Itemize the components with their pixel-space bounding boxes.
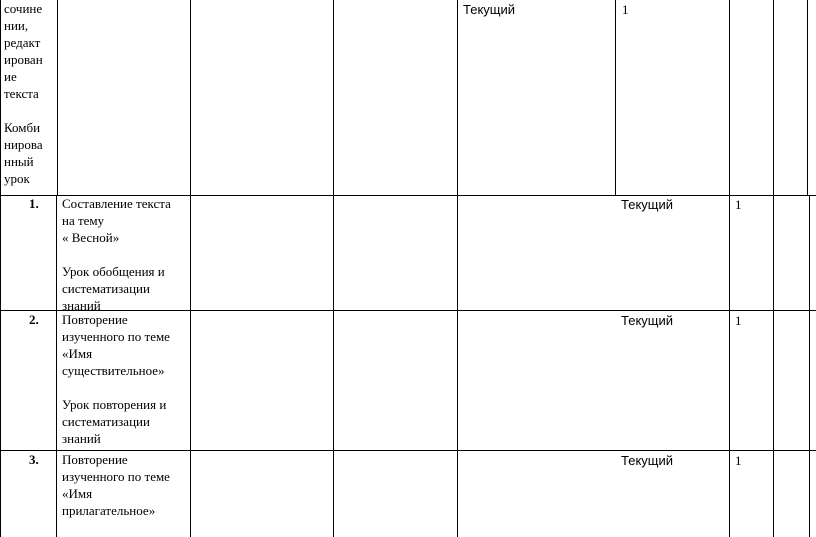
- grid-line: [773, 0, 774, 537]
- top-control-cell: Текущий: [463, 2, 515, 17]
- hours-count: 1: [735, 313, 742, 328]
- control-type: Текущий: [621, 313, 673, 328]
- control-type: Текущий: [621, 197, 673, 212]
- grid-line: [0, 195, 1, 537]
- grid-line: [0, 0, 1, 195]
- lesson-number: 1.: [29, 196, 39, 211]
- lesson-topic: Повторение изученного по теме «Имя прилагательное»: [62, 452, 170, 518]
- grid-line: [807, 0, 808, 195]
- grid-line: [57, 0, 58, 195]
- lesson-number: 2.: [29, 312, 39, 327]
- grid-line: [333, 0, 334, 537]
- grid-line: [190, 0, 191, 195]
- hours-count: 1: [735, 197, 742, 212]
- top-left-cell-text: сочине нии, редакт ирован ие текста Комби нирова нный урок: [4, 1, 43, 186]
- grid-line: [56, 195, 57, 537]
- control-type: Текущий: [621, 453, 673, 468]
- lesson-topic: Повторение изученного по теме «Имя существительное» Урок повторения и систематизации знаний: [62, 312, 170, 446]
- hours-count: 1: [735, 453, 742, 468]
- grid-line: [729, 0, 730, 537]
- grid-line: [190, 195, 191, 537]
- grid-line: [809, 195, 810, 537]
- lesson-number: 3.: [29, 452, 39, 467]
- top-hours-cell: 1: [622, 2, 629, 17]
- grid-line: [615, 0, 616, 195]
- lesson-topic: Составление текста на тему « Весной» Урок обобщения и систематизации знаний: [62, 196, 171, 313]
- grid-line: [457, 0, 458, 537]
